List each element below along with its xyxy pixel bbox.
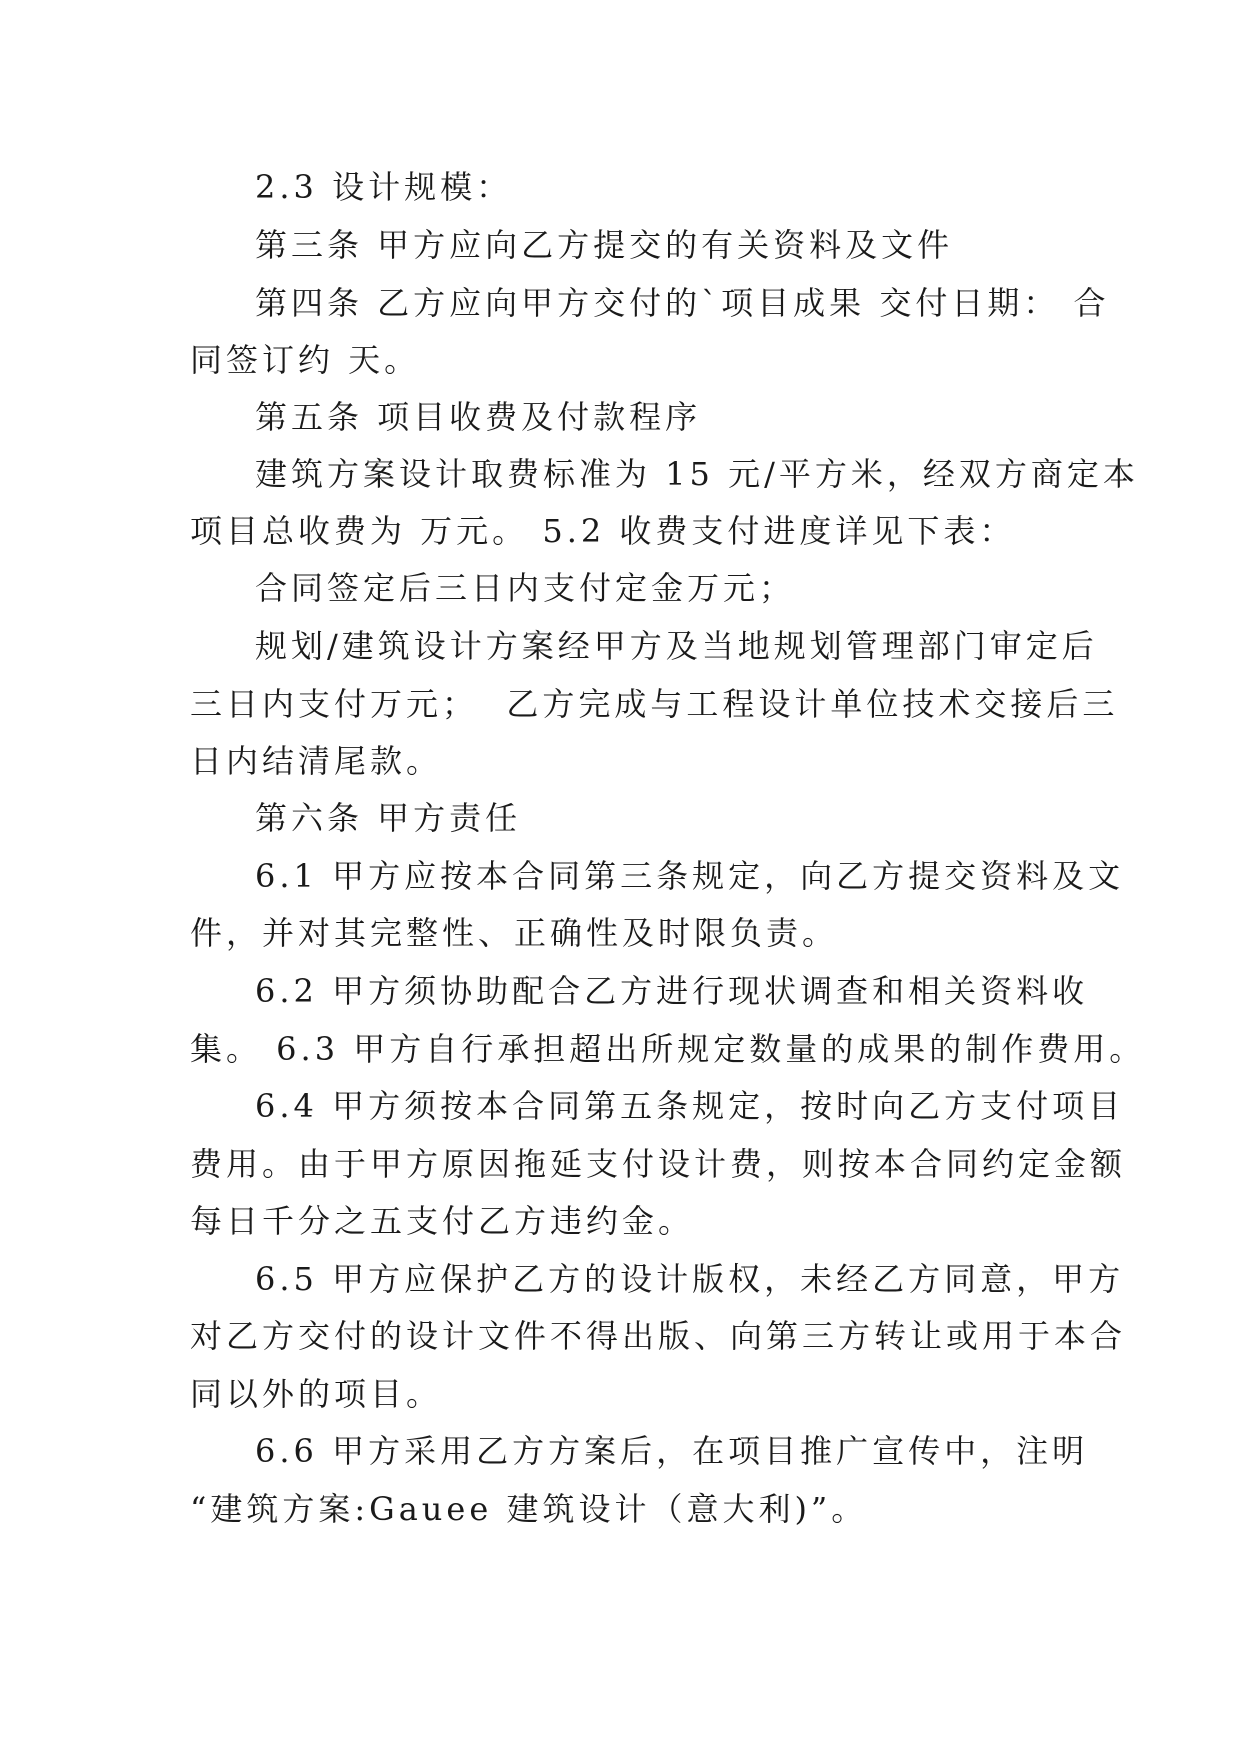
- clause-6-6-line-1: 6.6 甲方采用乙方方案后，在项目推广宣传中，注明: [255, 1432, 1089, 1470]
- fee-standard-line-1: 建筑方案设计取费标准为 15 元/平方米，经双方商定本: [255, 455, 1139, 493]
- payment-schedule-line-1: 规划/建筑设计方案经甲方及当地规划管理部门审定后: [255, 627, 1098, 665]
- clause-6-4-line-3: 每日千分之五支付乙方违约金。: [190, 1202, 695, 1240]
- clause-6-6-line-2: “建筑方案:Gauee 建筑设计（意大利)”。: [190, 1490, 868, 1528]
- clause-2-3-design-scale: 2.3 设计规模：: [255, 168, 513, 206]
- clause-6-5-line-1: 6.5 甲方应保护乙方的设计版权，未经乙方同意，甲方: [255, 1260, 1125, 1298]
- payment-deposit-line: 合同签定后三日内支付定金万元；: [255, 569, 796, 607]
- article-5-heading: 第五条 项目收费及付款程序: [255, 398, 702, 436]
- clause-6-4-line-2: 费用。由于甲方原因拖延支付设计费，则按本合同约定金额: [190, 1145, 1127, 1183]
- clause-6-2-line-2: 集。 6.3 甲方自行承担超出所规定数量的成果的制作费用。: [190, 1030, 1146, 1068]
- article-4-line-2: 同签订约 天。: [190, 341, 421, 379]
- clause-6-4-line-1: 6.4 甲方须按本合同第五条规定，按时向乙方支付项目: [255, 1087, 1125, 1125]
- clause-6-5-line-3: 同以外的项目。: [190, 1375, 443, 1413]
- clause-6-1-line-1: 6.1 甲方应按本合同第三条规定，向乙方提交资料及文: [255, 857, 1125, 895]
- article-4-line-1: 第四条 乙方应向甲方交付的`项目成果 交付日期： 合: [255, 284, 1110, 322]
- payment-schedule-line-2: 三日内支付万元； 乙方完成与工程设计单位技术交接后三: [190, 685, 1119, 723]
- article-6-heading: 第六条 甲方责任: [255, 799, 522, 837]
- clause-6-2-line-1: 6.2 甲方须协助配合乙方进行现状调查和相关资料收: [255, 972, 1089, 1010]
- fee-standard-line-2: 项目总收费为 万元。 5.2 收费支付进度详见下表：: [190, 512, 1016, 550]
- clause-6-5-line-2: 对乙方交付的设计文件不得出版、向第三方转让或用于本合: [190, 1317, 1127, 1355]
- clause-6-1-line-2: 件，并对其完整性、正确性及时限负责。: [190, 914, 839, 952]
- payment-schedule-line-3: 日内结清尾款。: [190, 742, 443, 780]
- article-3-heading: 第三条 甲方应向乙方提交的有关资料及文件: [255, 226, 954, 264]
